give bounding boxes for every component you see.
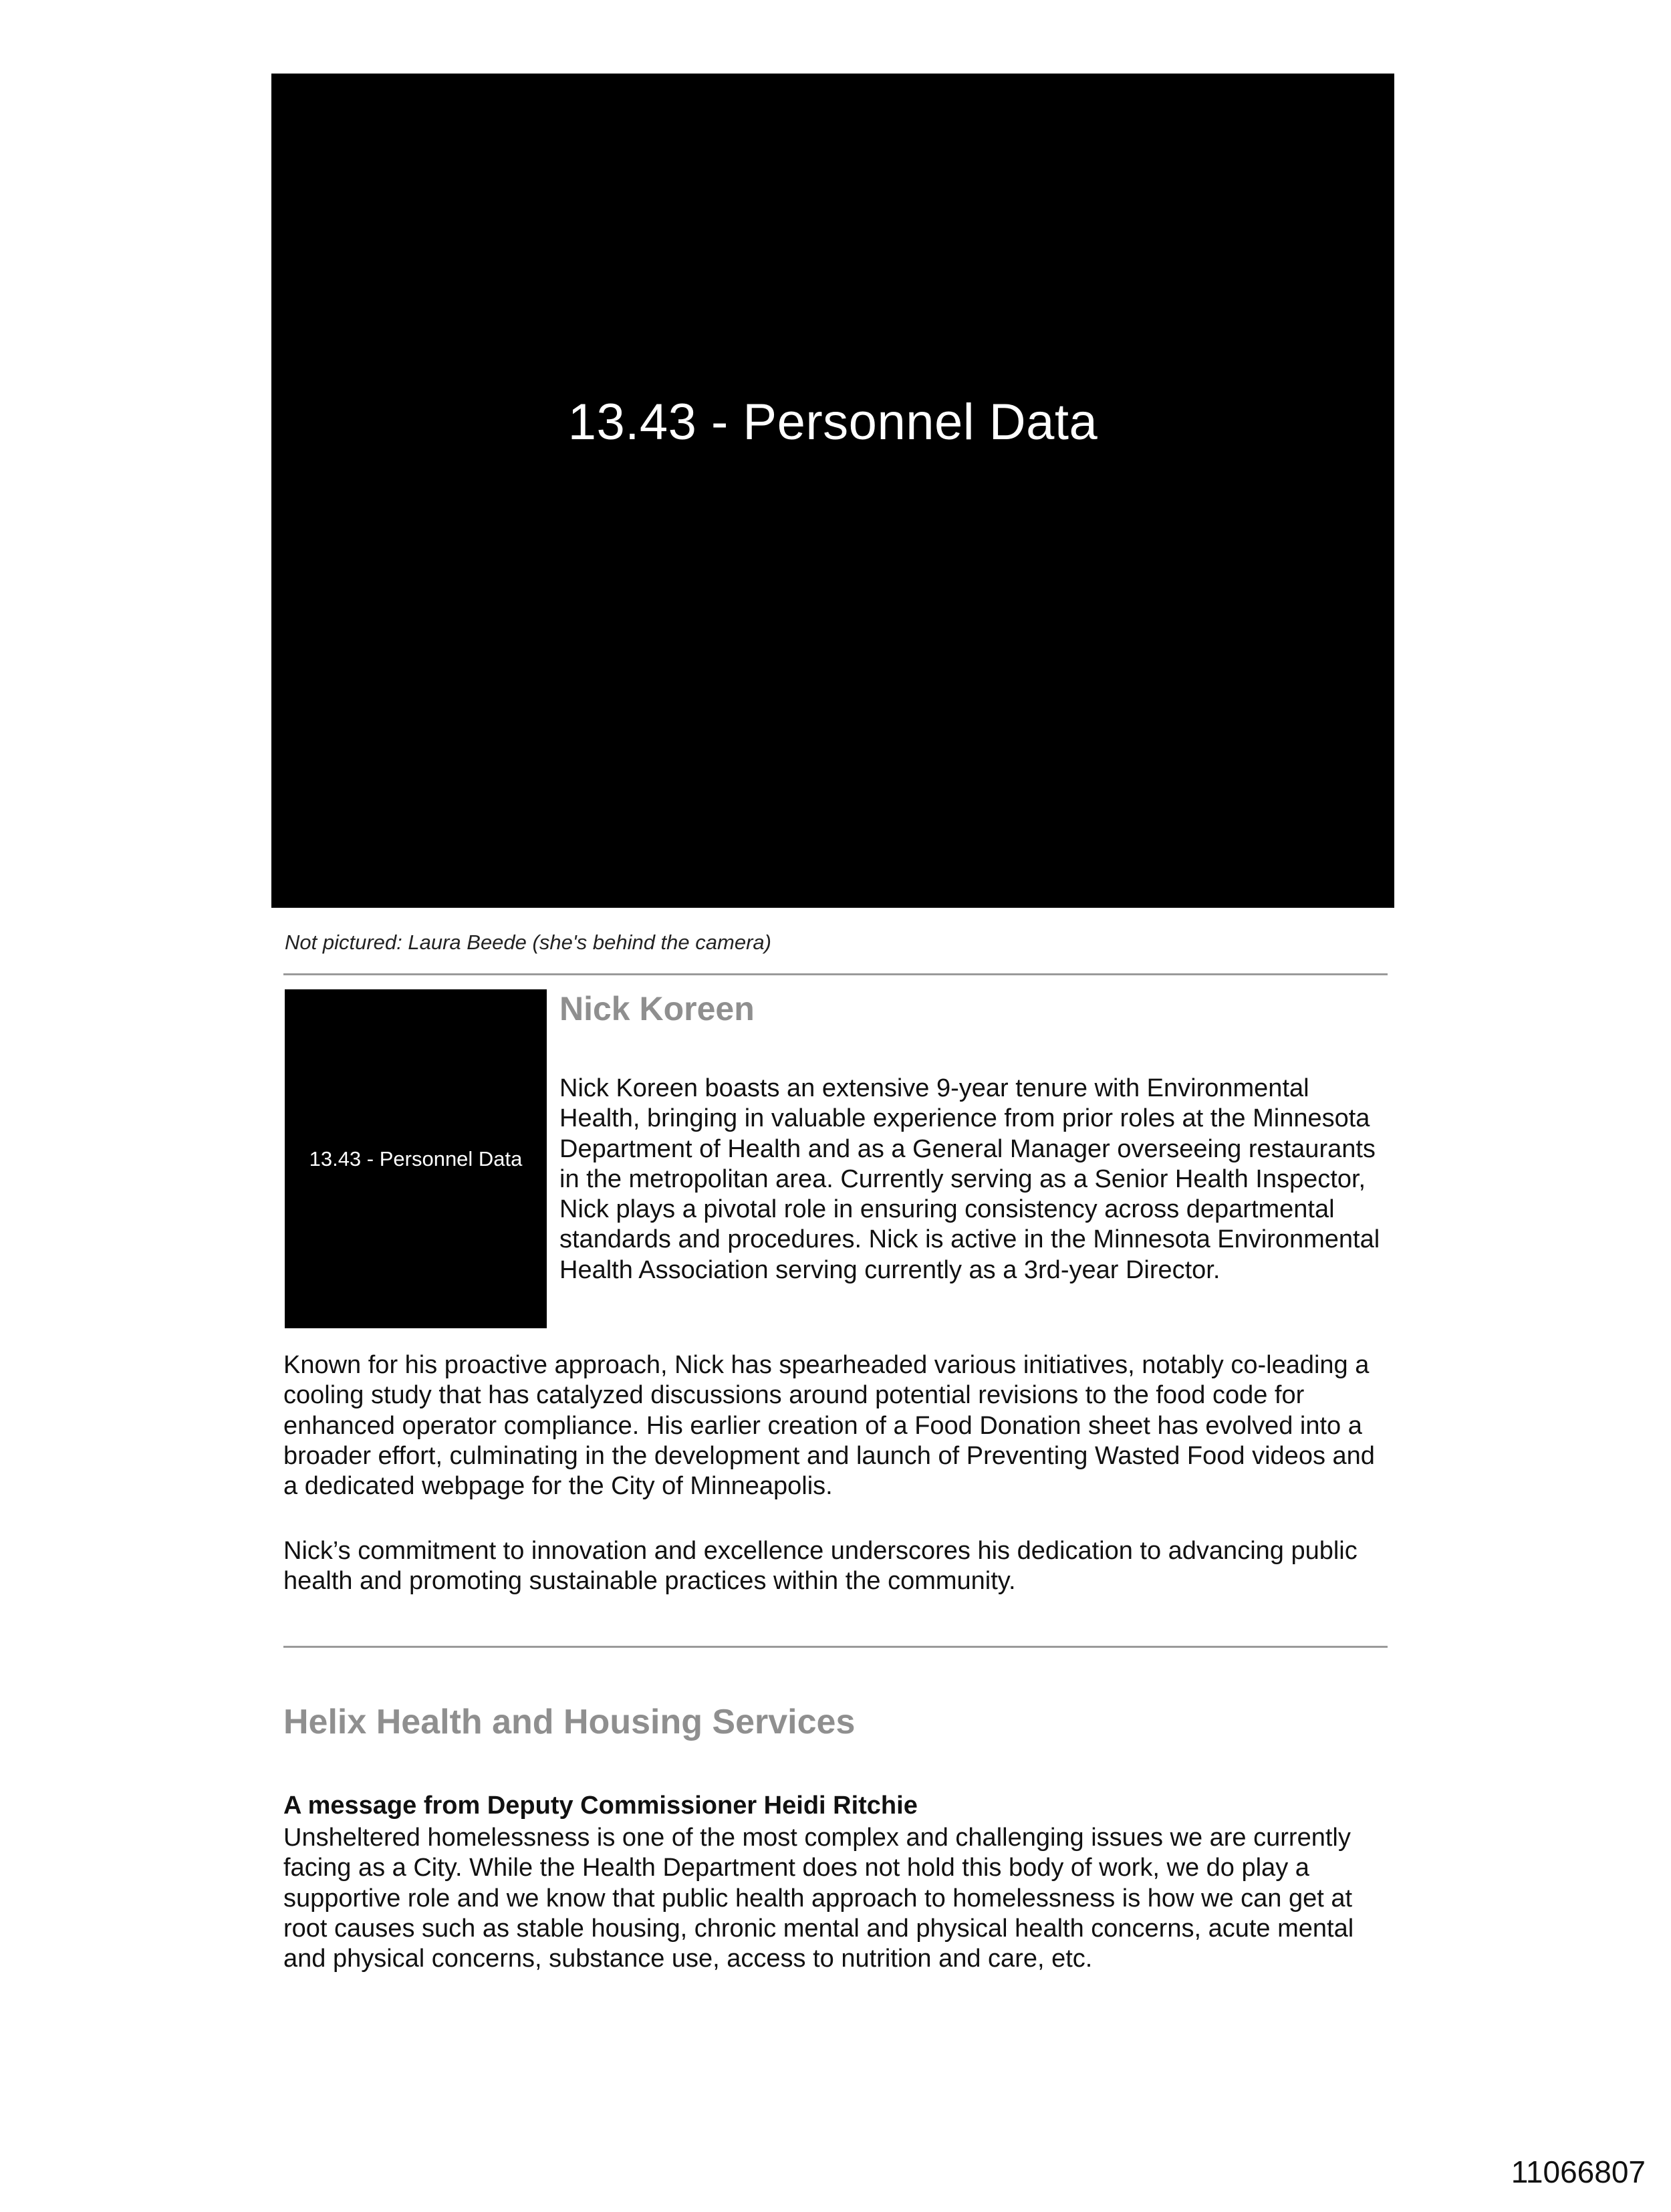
section-divider	[283, 973, 1388, 975]
message-body: Unsheltered homelessness is one of the most complex and challenging issues we are currently facing as a City. While the Health Department does not hold this body of work, we do play a supportive role and we know that public health approach to homelessness is how we can get at root causes such as stable housing, chronic mental and physical health concerns, acute mental and physical concerns, substance use, access to nutrition and care, etc.	[283, 1824, 1354, 1973]
message-title: A message from Deputy Commissioner Heidi Ritchie	[283, 1792, 918, 1820]
profile-paragraph: Known for his proactive approach, Nick has spearheaded various initiatives, notably co-leading a cooling study that has catalyzed discussions around potential revisions to the food code for enhanced operator compliance. His earlier creation of a Food Donation sheet has evolved into a broader effort, culminating in the development and launch of Preventing Wasted Food videos and a dedicated webpage for the City of Minneapolis.	[283, 1351, 1375, 1501]
redaction-label: 13.43 - Personnel Data	[309, 1146, 523, 1171]
profile-name: Nick Koreen	[559, 990, 755, 1027]
redacted-group-photo	[271, 74, 1394, 908]
document-id: 11066807	[1511, 2155, 1646, 2189]
profile-intro-paragraph: Nick Koreen boasts an extensive 9-year tenure with Environmental Health, bringing in valuable experience from prior roles at the Minnesota Department of Health and as a General Manager overseeing restaurants in the metropolitan area. Currently serving as a Senior Health Inspector, Nick plays a pivotal role in ensuring consistency across departmental standards and procedures. Nick is active in the Minnesota Environmental Health Association serving currently as a 3rd-year Director.	[559, 1074, 1380, 1284]
section-divider	[283, 1646, 1388, 1648]
redacted-profile-photo	[285, 989, 547, 1328]
profile-paragraph: Nick’s commitment to innovation and excellence underscores his dedication to advancing public health and promoting sustainable practices within the community.	[283, 1537, 1358, 1596]
section-heading: Helix Health and Housing Services	[283, 1703, 856, 1741]
redaction-label: 13.43 - Personnel Data	[567, 393, 1098, 451]
photo-caption: Not pictured: Laura Beede (she's behind the camera)	[285, 931, 771, 954]
